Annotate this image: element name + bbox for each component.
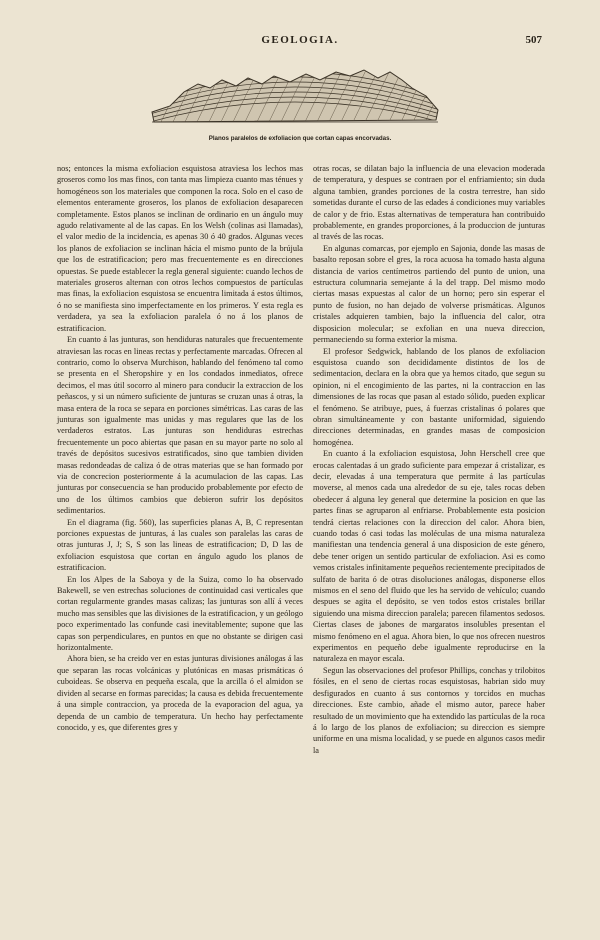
paragraph: En cuanto á la exfoliacion esquistosa, John Herschell cree que erocas calentadas á un grado suficiente para empezar á cristalizar, es decir, elevadas á una temperatura que permite á las partículas moverse, al menos cada una alrededor de su eje, tales rocas deben obedecer á alguna ley general que determine la posicion en que las partes finas se agruparon al enfriarse. Probablemente esta posicion tendrá ciertas relaciones con la direccion del calor. Ahora bien, cuando todas ó casi todas las moléculas de una misma naturaleza manifiestan una tendencia general á una disposicion de este género, debe tener origen un sentido particular de exfoliacion. Asi es como vemos cristales infinitamente pequeños recientemente precipitados de sulfato de barita ó de otras disoluciones análogas, disponerse ellos mismos en el seno del fluido que les ha servido de vehículo; cuando despues se agita el depósito, se ven todos estos cristales brillar siguiendo una misma direccion paralela; parecen filamentos sedosos. Ciertas clases de jabones de margaratos insolubles presentan el mismo fenómeno en el agua. Ahora bien, lo que nos ofrecen nuestros experimentos en pequeño debe igualmente reproducirse en la naturaleza en mayor escala. (313, 449, 545, 664)
paragraph: En algunas comarcas, por ejemplo en Sajonia, donde las masas de basalto reposan sobre el gres, la roca acuosa ha tomado hasta alguna distancia de varios centímetros partiendo del punto de union, una estructura columnaria semejante á la del trapp. Del mismo modo ciertas masas expuestas al calor de un horno; pero sin esperar el punto de fusion, no han dejado de volverse prismáticas. Algunos cristales adquieren tambien, bajo la influencia del calor, otra disposicion molecular; se exfolian en una nueva direccion, permaneciendo su forma exterior la misma. (313, 243, 545, 345)
folded-strata-engraving (150, 62, 440, 132)
paragraph: En el diagrama (fig. 560), las superficies planas A, B, C representan porciones expuestas de junturas, á las cuales son paralelas las caras de otras junturas J, J; S, S son las lineas de estratificacion; D, D las de exfoliacion esquistosa que cortan en ángulo agudo los planos de estratificacion. (57, 517, 303, 573)
right-column (313, 163, 545, 756)
paragraph: nos; entonces la misma exfoliacion esquistosa atraviesa los lechos mas groseros como los mas finos, con tanta mas limpieza cuanto mas ténues y homogéneos son los materiales que componen la roca. Solo en el caso de elementos enteramente groseros, los planos de exfoliacion desaparecen completamente. Estos planos se inclinan de ordinario en un ángulo muy agudo relativamente al de las capas. En los Welsh (colinas asi llamadas), el valor medio de la incidencia, es apenas 30 ó 40 grados. Algunas veces los planos de exfoliacion se inclinan hácia el mismo punto de la brújula que los de estratificacion; pero mas frecuentemente es en direcciones opuestas. Se puede establecer la regla general siguiente: cuando lechos de materiales groseros alternan con otros lechos compuestos de partículas mas finas, la exfoliacion esquistosa se encuentra limitada á estos últimos, ó no se manifiesta sino imperfectamente en los primeros. Y esta regla es verdadera, ya sea la exfoliacion paralela ó no á los planos de estratificacion. (57, 164, 303, 333)
running-head (0, 34, 600, 52)
paragraph: otras rocas, se dilatan bajo la influencia de una elevacion moderada de temperatura, y despues se contraen por el enfriamiento; sin duda alguna tambien, grandes porciones de la costra terrestre, han sido sometidas durante el curso de las edades á condiciones muy variables de calor y de frio. Estas alternativas de temperatura han contribuido probablemente, en grandes proporciones, á la produccion de junturas al través de las rocas. (313, 164, 545, 242)
figure-caption: Planos paralelos de exfoliacion que cortan capas encorvadas. (208, 135, 392, 142)
page-number: 507 (525, 34, 542, 46)
paragraph: Ahora bien, se ha creido ver en estas junturas divisiones análogas á las que separan las rocas volcánicas y plutónicas en masas prismáticas ó cuboideas. Se observa en pequeña escala, que la arcilla ó el almidon se dividen al secarse en formas parecidas; la causa es debida frecuentemente á una simple contraccion, ya proceda de la evaporacion del agua, ya dependa de un cambio de temperatura. Un hecho hay perfectamente conocido, y es, que diferentes gres y (57, 654, 303, 732)
left-column (57, 163, 303, 733)
running-title: GEOLOGIA. (261, 34, 339, 46)
paragraph: En los Alpes de la Saboya y de la Suiza, como lo ha observado Bakewell, se ven estrechas soluciones de continuidad casi verticales que cortan regularmente grandes masas calizas; las junturas son allí á veces mucho mas sensibles que las divisiones de la estratificacion, y un geólogo poco experimentado las confunde casi inevitablemente; supone que las capas son perpendiculares, en puntos en que no obstante se dirigen casi horizontalmente. (57, 574, 303, 653)
paragraph: Segun las observaciones del profesor Phillips, conchas y trilobitos fósiles, en el seno de ciertas rocas esquistosas, habrian sido muy desfigurados en cuanto á sus contornos y torcidos en muchas direcciones. Este cambio, añade el mismo autor, parece haber resultado de un movimiento que ha extendido las partículas de la roca á lo largo de los planos de exfoliacion; su direccion es siempre uniforme en una misma localidad, y se puede en algunos casos medir la (313, 665, 545, 755)
paragraph: El profesor Sedgwick, hablando de los planos de exfoliacion esquistosa cuando son decididamente distintos de los de sedimentacion, declara en la obra que ya hemos citado, que segun su opinion, ni el encogimiento de las partes, ni la contraccion en las dimensiones de las rocas que pasan al estado sólido, pueden explicar el fenómeno. Se atribuye, pues, á fuerzas cristalinas ó polares que obran simultáneamente y con bastante uniformidad, siguiendo direcciones determinadas, en grandes masas de composicion homogénea. (313, 346, 545, 447)
paragraph: En cuanto á las junturas, son hendiduras naturales que frecuentemente atraviesan las rocas en lineas rectas y perfectamente marcadas. Ofrecen al contrario, como lo observa Murchison, hablando del fenómeno tal como se presenta en el Sheropshire y en los condados inmediatos, ofrece decimos, el mas útil socorro al minero para conducir la extraccion de los peñascos, y si un número suficiente de junturas se cruzan unas á otras, la masa entera de la roca se separa en porciones simétricas. Las caras de las junturas son igualmente mas unidas y mas regulares que las de los verdaderos estratos. Las junturas son hendiduras estrechas frecuentemente un poco abiertas que pasan en su mayor parte no solo al través de depósitos sucesivos estratificados, sino que tambien dividen masas redondeadas de caliza ó de otras materias que se han formado por via de concrecion posteriormente á la acumulacion de las capas. Las junturas por consecuencia se han producido probablemente por efecto de uno de los últimos cambios que debieron sufrir los depósitos sedimentarios. (57, 335, 303, 516)
strata-illustration (150, 62, 440, 132)
